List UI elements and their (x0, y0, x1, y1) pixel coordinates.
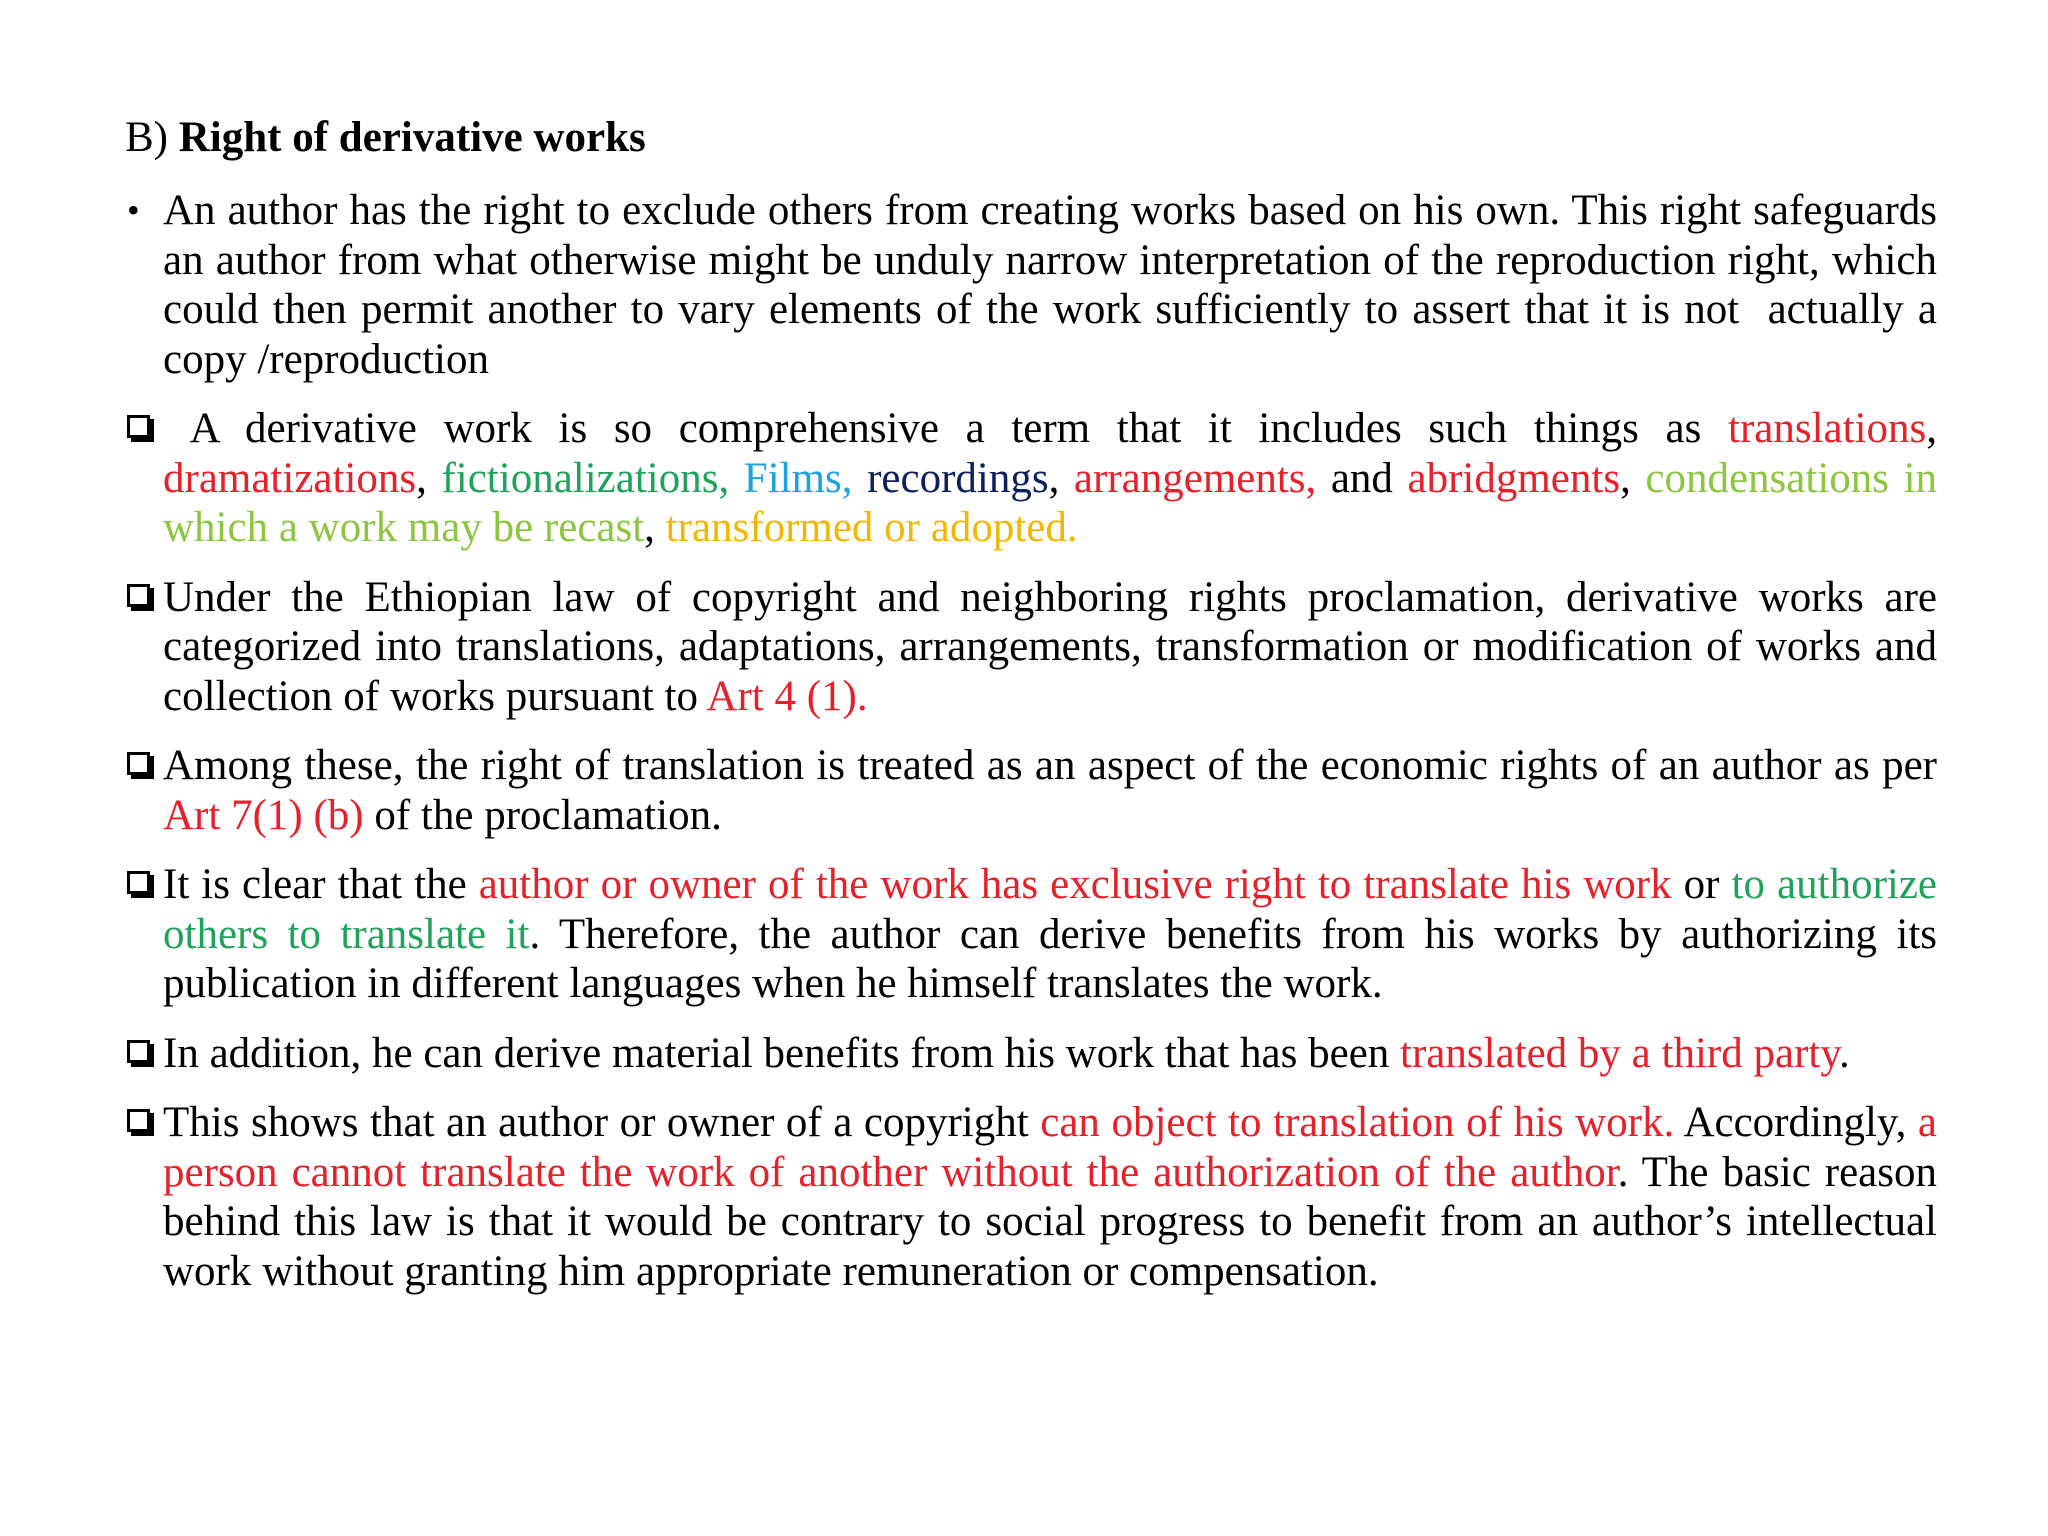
text-segment: or (1671, 861, 1732, 908)
list-item (125, 573, 1948, 722)
text-segment: condensations in which a work may be recast (163, 454, 1948, 551)
text-segment: , (1926, 405, 1948, 452)
text-segment: dramatizations (163, 454, 417, 502)
text-segment: , (416, 454, 442, 502)
text-segment: , (1620, 454, 1646, 502)
text-segment: In addition, he can derive material benefits from his work that has been (163, 1029, 1401, 1077)
list-item (125, 1098, 1948, 1296)
text-segment: . (1839, 1029, 1850, 1077)
text-segment: arrangements, (1073, 454, 1331, 502)
text-segment: This shows that an author or owner of a copyright (163, 1099, 1041, 1146)
text-segment: author or owner of the work has exclusive right to translate his work (478, 861, 1672, 908)
text-segment: abridgments (1407, 454, 1621, 502)
checkbox-bullet-icon (127, 752, 150, 775)
text-segment: Art 4 (1). (706, 672, 868, 720)
text-segment: Art 7(1) (b) (163, 791, 364, 839)
bullet-dot-icon: • (127, 190, 140, 230)
text-segment: A derivative work is so comprehensive a term that it includes such things as (163, 405, 1729, 452)
text-segment: . Therefore, the author can derive benefits from his works by authorizing its publication in different languages when he himself translates the work. (163, 910, 1948, 1007)
text-segment: , (1048, 454, 1074, 502)
text-segment: It is clear that the (163, 861, 479, 908)
text-segment: translations (1728, 405, 1927, 452)
list-item (125, 186, 1948, 384)
slide-heading (125, 108, 646, 168)
checkbox-bullet-icon (127, 1040, 150, 1063)
checkbox-bullet-icon (127, 584, 150, 607)
list-item (125, 404, 1948, 553)
list-item (125, 1029, 1937, 1079)
text-segment: of the proclamation. (363, 791, 722, 839)
text-segment: Among these, the right of translation is treated as an aspect of the economic rights of an author as per (163, 742, 1946, 789)
text-segment: An author has the right to exclude others from creating works based on his own. This right safeguards an author from what otherwise might be unduly narrow interpretation of the reproduction right, which could then permit another to vary elements of the work sufficiently to assert that it is not actually a copy /reproduction (163, 187, 1948, 383)
text-segment: transformed or adopted. (665, 504, 1078, 551)
text-segment: . The basic reason behind this law is that it would be contrary to social progress to benefit from an author’s intellectual work without granting him appropriate remuneration or compensation. (163, 1148, 1948, 1295)
text-segment: Under the Ethiopian law of copyright and neighboring rights proclamation, derivative works are categorized into translations, adaptations, arrangements, transformation or modification of works and collection of works pursuant to (163, 573, 1948, 720)
text-segment: fictionalizations, (441, 454, 744, 502)
checkbox-bullet-icon (127, 1109, 150, 1132)
list-item (125, 860, 1948, 1009)
text-segment: and (1330, 454, 1408, 502)
text-segment: can object to translation of his work. (1040, 1099, 1675, 1146)
text-segment: Accordingly, (1674, 1099, 1918, 1146)
text-segment: , (644, 504, 666, 551)
text-segment: to authorize others to translate it (163, 861, 1948, 958)
bullet-list (125, 186, 1948, 1316)
heading-prefix: B) (125, 114, 179, 161)
heading-title: Right of derivative works (178, 114, 646, 161)
text-segment: a person cannot translate the work of another without the authorization of the author (163, 1099, 1948, 1196)
checkbox-bullet-icon (127, 871, 150, 894)
list-item (125, 741, 1946, 840)
text-segment: Films, (743, 454, 868, 502)
checkbox-bullet-icon (127, 415, 150, 438)
text-segment: recordings (867, 454, 1049, 502)
text-segment: translated by a third party (1400, 1029, 1840, 1077)
